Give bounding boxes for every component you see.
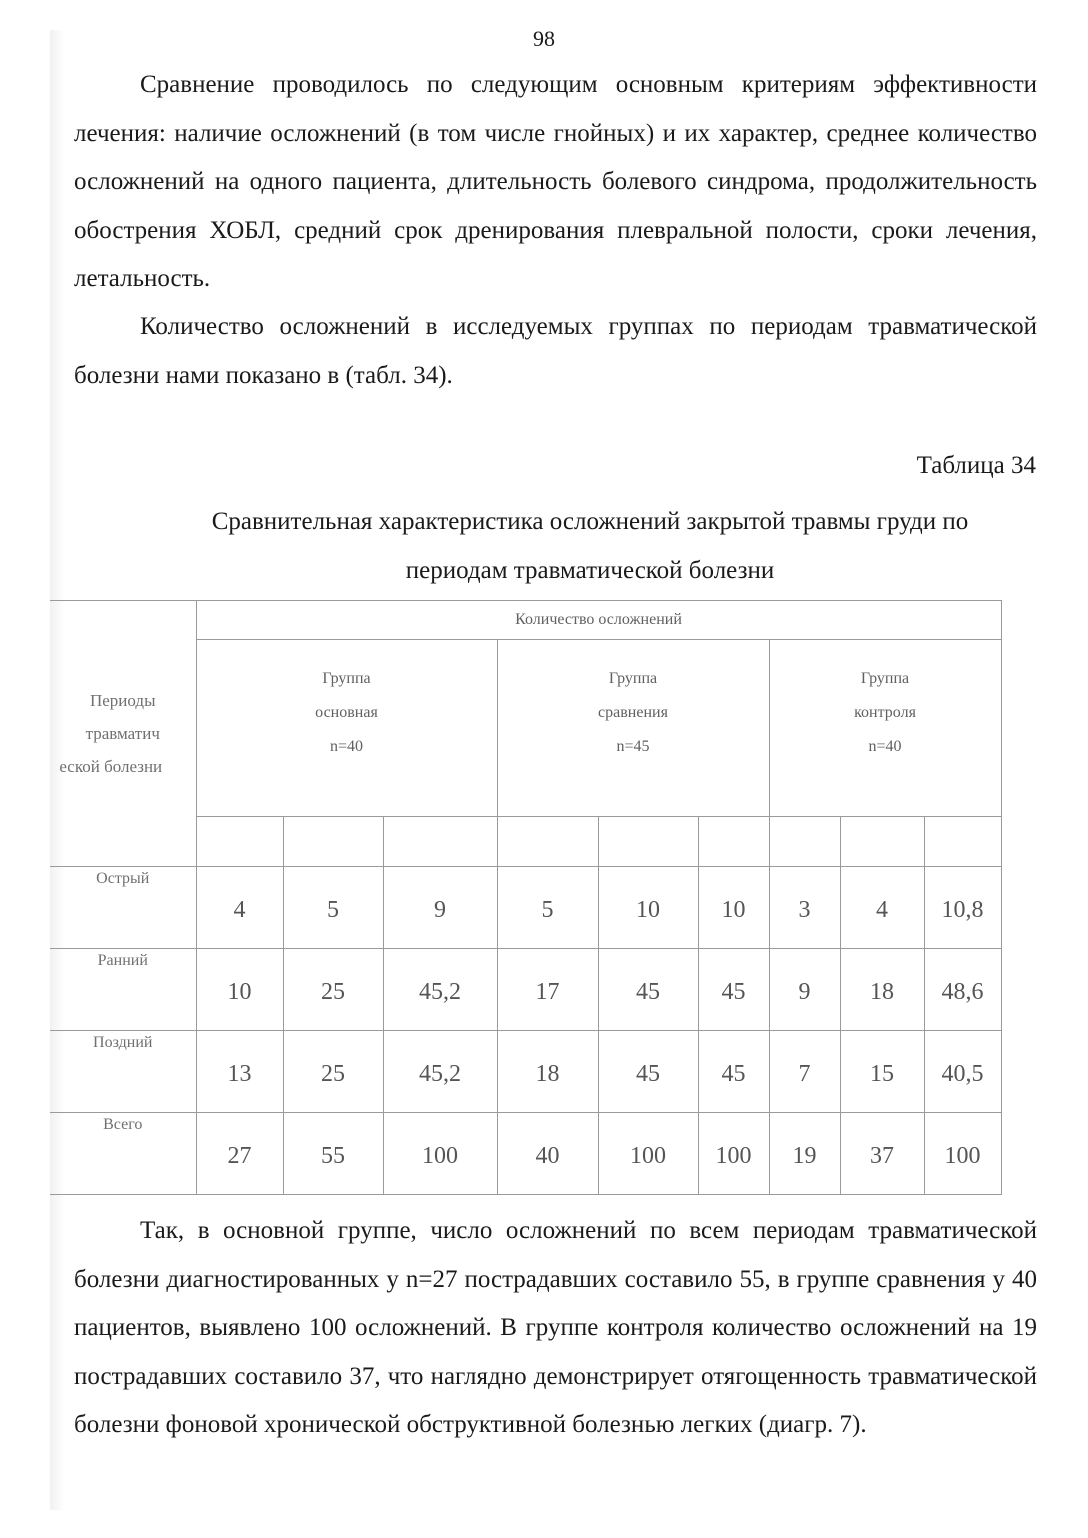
group-comparison-line-2: сравнения bbox=[598, 704, 668, 721]
table-cell: 18 bbox=[497, 1031, 598, 1113]
periods-header-line-1: Периоды bbox=[89, 691, 156, 710]
table-cell: 45 bbox=[598, 949, 698, 1031]
subheader-cell bbox=[283, 817, 383, 867]
table-cell: 9 bbox=[769, 949, 840, 1031]
table-cell: 5 bbox=[283, 867, 383, 949]
group-main-header bbox=[196, 640, 497, 817]
table-cell: 18 bbox=[840, 949, 924, 1031]
table-cell: 100 bbox=[698, 1113, 769, 1195]
subheader-cell bbox=[497, 817, 598, 867]
table-cell: 45,2 bbox=[383, 949, 497, 1031]
table-cell: 100 bbox=[598, 1113, 698, 1195]
group-comparison-header bbox=[497, 640, 769, 817]
table-cell: 45 bbox=[698, 1031, 769, 1113]
table-cell: 13 bbox=[196, 1031, 283, 1113]
table-cell: 10 bbox=[196, 949, 283, 1031]
subheader-cell bbox=[598, 817, 698, 867]
complications-table bbox=[50, 600, 1002, 1195]
group-control-line-3: n=40 bbox=[868, 738, 902, 755]
group-main-line-2: основная bbox=[315, 704, 378, 721]
table-cell: 45,2 bbox=[383, 1031, 497, 1113]
subheader-cell bbox=[769, 817, 840, 867]
table-title-line-1: Сравнительная характеристика осложнений закрытой травмы груди по bbox=[211, 508, 969, 535]
page-number: 98 bbox=[533, 26, 555, 51]
table-cell: 27 bbox=[196, 1113, 283, 1195]
table-cell: 55 bbox=[283, 1113, 383, 1195]
table-cell: 17 bbox=[497, 949, 598, 1031]
group-main-line-3: n=40 bbox=[329, 738, 364, 755]
table-cell: 4 bbox=[196, 867, 283, 949]
paragraph-criteria: Сравнение проводилось по следующим основным критериям эффективности лечения: наличие осложнений (в том числе гнойных) и их характер, среднее количество осложнений на одного пациента, длительность болевого синдрома, продолжительность обострения ХОБЛ, средний срок дренирования плевральной полости, сроки лечения, летальность. bbox=[74, 71, 1037, 292]
table-cell: 100 bbox=[924, 1113, 1001, 1195]
complications-count-header: Количество осложнений bbox=[196, 601, 1001, 640]
table-row-acute bbox=[50, 867, 1001, 949]
table-cell: 10 bbox=[598, 867, 698, 949]
table-cell: 25 bbox=[283, 1031, 383, 1113]
table-number: Таблица 34 bbox=[916, 452, 1036, 479]
table-cell: 40,5 bbox=[924, 1031, 1001, 1113]
group-control-line-2: контроля bbox=[854, 704, 916, 721]
subheader-cell bbox=[924, 817, 1001, 867]
table-cell: 4 bbox=[840, 867, 924, 949]
row-label: Поздний bbox=[50, 1031, 196, 1113]
periods-header-line-3: еской болезни bbox=[59, 757, 163, 776]
group-control-line-1: Группа bbox=[860, 670, 910, 687]
subheader-cell bbox=[840, 817, 924, 867]
table-cell: 45 bbox=[698, 949, 769, 1031]
row-label: Острый bbox=[50, 867, 196, 949]
subheader-cell bbox=[196, 817, 283, 867]
table-cell: 10,8 bbox=[924, 867, 1001, 949]
table-cell: 5 bbox=[497, 867, 598, 949]
table-cell: 9 bbox=[383, 867, 497, 949]
table-row-total bbox=[50, 1113, 1001, 1195]
table-cell: 7 bbox=[769, 1031, 840, 1113]
table-cell: 10 bbox=[698, 867, 769, 949]
paragraph-table-reference: Количество осложнений в исследуемых группах по периодам травматической болезни нами показано в (табл. 34). bbox=[74, 313, 1037, 389]
table-cell: 3 bbox=[769, 867, 840, 949]
periods-header-line-2: травматич bbox=[85, 724, 160, 743]
row-label: Всего bbox=[50, 1113, 196, 1195]
row-label: Ранний bbox=[50, 949, 196, 1031]
periods-header-cell bbox=[50, 601, 196, 867]
table-title-line-2: периодам травматической болезни bbox=[405, 557, 775, 584]
group-comparison-line-3: n=45 bbox=[616, 738, 650, 755]
subheader-cell bbox=[383, 817, 497, 867]
table-cell: 15 bbox=[840, 1031, 924, 1113]
table-row-early bbox=[50, 949, 1001, 1031]
subheader-cell bbox=[698, 817, 769, 867]
table-cell: 25 bbox=[283, 949, 383, 1031]
group-control-header bbox=[769, 640, 1001, 817]
paragraph-conclusion: Так, в основной группе, число осложнений по всем периодам травматической болезни диагностированных у n=27 пострадавших составило 55, в группе сравнения у 40 пациентов, выявлено 100 осложнений. В группе контроля количество осложнений на 19 пострадавших составило 37, что наглядно демонстрирует отягощенность травматической болезни фоновой хронической обструктивной болезнью легких (диагр. 7). bbox=[74, 1217, 1037, 1438]
table-cell: 100 bbox=[383, 1113, 497, 1195]
table-title bbox=[150, 497, 1030, 595]
table-row-late bbox=[50, 1031, 1001, 1113]
table-cell: 19 bbox=[769, 1113, 840, 1195]
group-main-line-1: Группа bbox=[322, 670, 371, 687]
table-cell: 40 bbox=[497, 1113, 598, 1195]
table-cell: 37 bbox=[840, 1113, 924, 1195]
table-cell: 45 bbox=[598, 1031, 698, 1113]
table-cell: 48,6 bbox=[924, 949, 1001, 1031]
group-comparison-line-1: Группа bbox=[608, 670, 658, 687]
